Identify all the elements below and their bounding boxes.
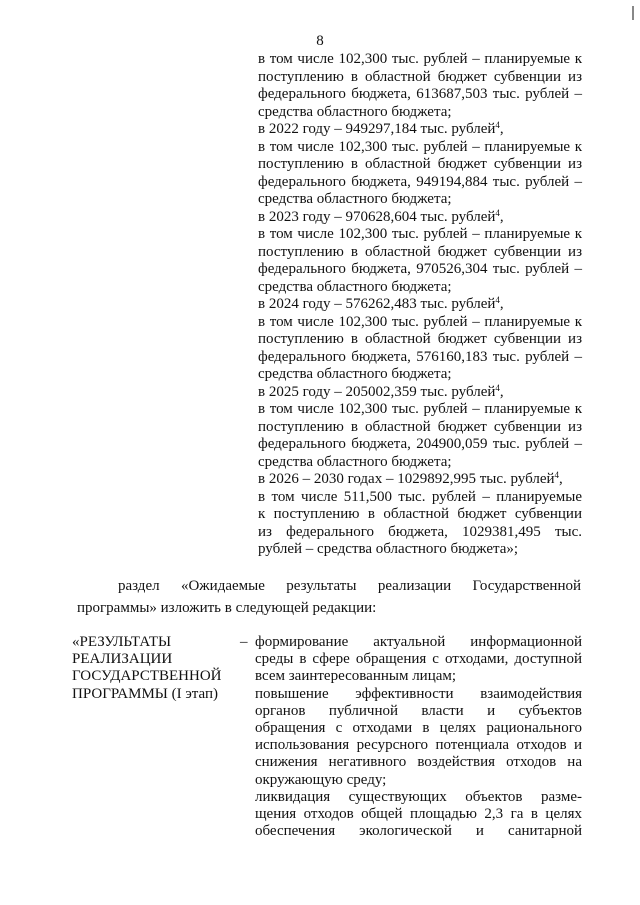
- budget-line: в 2025 году – 205002,359 тыс. рублей$^4$,: [258, 382, 504, 400]
- section-instruction-line-2: программы» изложить в следующей редакции:: [77, 600, 377, 616]
- budget-line: федерального бюджета, 204900,059 тыс. рублей –: [258, 436, 582, 452]
- result-item-line: ликвидация существующих объектов разме-: [255, 788, 582, 805]
- budget-line: поступлению в областной бюджет субвенции из: [258, 331, 582, 347]
- budget-line: в том числе 102,300 тыс. рублей – планируемые к: [258, 313, 582, 330]
- result-item-line: обеспечения экологической и санитарной: [255, 823, 582, 840]
- budget-line: рублей – средства областного бюджета»;: [258, 541, 519, 557]
- result-item-line: обращения с отходами в целях рационального: [255, 720, 582, 737]
- footnote-ref: 4: [495, 382, 500, 393]
- budget-line: в 2023 году – 970628,604 тыс. рублей$^4$,: [258, 207, 504, 225]
- results-label-line: «РЕЗУЛЬТАТЫ: [72, 634, 172, 650]
- results-label-line: ГОСУДАРСТВЕННОЙ: [72, 668, 222, 685]
- budget-line: федерального бюджета, 576160,183 тыс. рублей –: [258, 348, 582, 365]
- results-items: [255, 634, 582, 840]
- budget-line: в том числе 102,300 тыс. рублей – планируемые к: [258, 226, 582, 242]
- budget-line: средства областного бюджета;: [258, 103, 452, 120]
- footnote-ref: 4: [495, 295, 500, 305]
- result-item-line: формирование актуальной информационной: [255, 634, 582, 650]
- page-number: 8: [316, 33, 324, 49]
- budget-line: средства областного бюджета;: [258, 453, 452, 470]
- budget-line: поступлению в областной бюджет субвенции из: [258, 243, 582, 260]
- results-label: [72, 634, 232, 703]
- budget-line: в 2024 году – 576262,483 тыс. рублей$^4$,: [258, 295, 504, 312]
- budget-line: федерального бюджета, 949194,884 тыс. рублей –: [258, 173, 582, 190]
- budget-line: средства областного бюджета;: [258, 191, 452, 207]
- results-label-line: ПРОГРАММЫ (I этап): [72, 685, 219, 702]
- budget-line: в 2026 – 2030 годах – 1029892,995 тыс. рублей$^4$,: [258, 470, 563, 487]
- budget-line: к поступлению в областной бюджет субвенции: [258, 506, 582, 522]
- result-item-line: всем заинтересованным лицам;: [255, 668, 457, 685]
- budget-line: средства областного бюджета;: [258, 366, 452, 382]
- budget-line: в 2022 году – 949297,184 тыс. рублей$^4$,: [258, 120, 504, 137]
- budget-line: в том числе 511,500 тыс. рублей – планируемые: [258, 488, 582, 505]
- scan-mark: [632, 6, 634, 20]
- results-label-line: РЕАЛИЗАЦИИ: [72, 651, 173, 668]
- budget-line: поступлению в областной бюджет субвенции из: [258, 418, 582, 435]
- budget-line: средства областного бюджета;: [258, 278, 452, 295]
- result-item-line: использования ресурсного потенциала отходов и: [255, 737, 582, 754]
- result-item-line: окружающую среду;: [255, 771, 387, 788]
- budget-line: поступлению в областной бюджет субвенции из: [258, 68, 582, 85]
- budget-line: поступлению в областной бюджет субвенции из: [258, 156, 582, 172]
- section-instruction-line-1: раздел «Ожидаемые результаты реализации Государственной: [118, 578, 581, 594]
- budget-line: в том числе 102,300 тыс. рублей – планируемые к: [258, 51, 582, 67]
- result-item-line: повышение эффективности взаимодействия: [255, 685, 582, 702]
- footnote-ref: 4: [495, 120, 500, 130]
- result-item-line: снижения негативного воздействия отходов на: [255, 754, 582, 771]
- budget-line: из федерального бюджета, 1029381,495 тыс.: [258, 523, 582, 540]
- budget-line: федерального бюджета, 970526,304 тыс. рублей –: [258, 261, 582, 277]
- budget-breakdown: [258, 51, 582, 559]
- budget-line: федерального бюджета, 613687,503 тыс. рублей –: [258, 86, 582, 102]
- results-dash: –: [240, 634, 248, 650]
- footnote-ref: 4: [554, 470, 560, 480]
- footnote-ref: 4: [495, 207, 500, 218]
- budget-line: в том числе 102,300 тыс. рублей – планируемые к: [258, 401, 582, 417]
- result-item-line: щения отходов общей площадью 2,3 га в целях: [255, 806, 582, 823]
- result-item-line: среды в сфере обращения с отходами, доступной: [255, 651, 582, 668]
- budget-line: в том числе 102,300 тыс. рублей – планируемые к: [258, 138, 582, 155]
- result-item-line: органов публичной власти и субъектов: [255, 702, 582, 719]
